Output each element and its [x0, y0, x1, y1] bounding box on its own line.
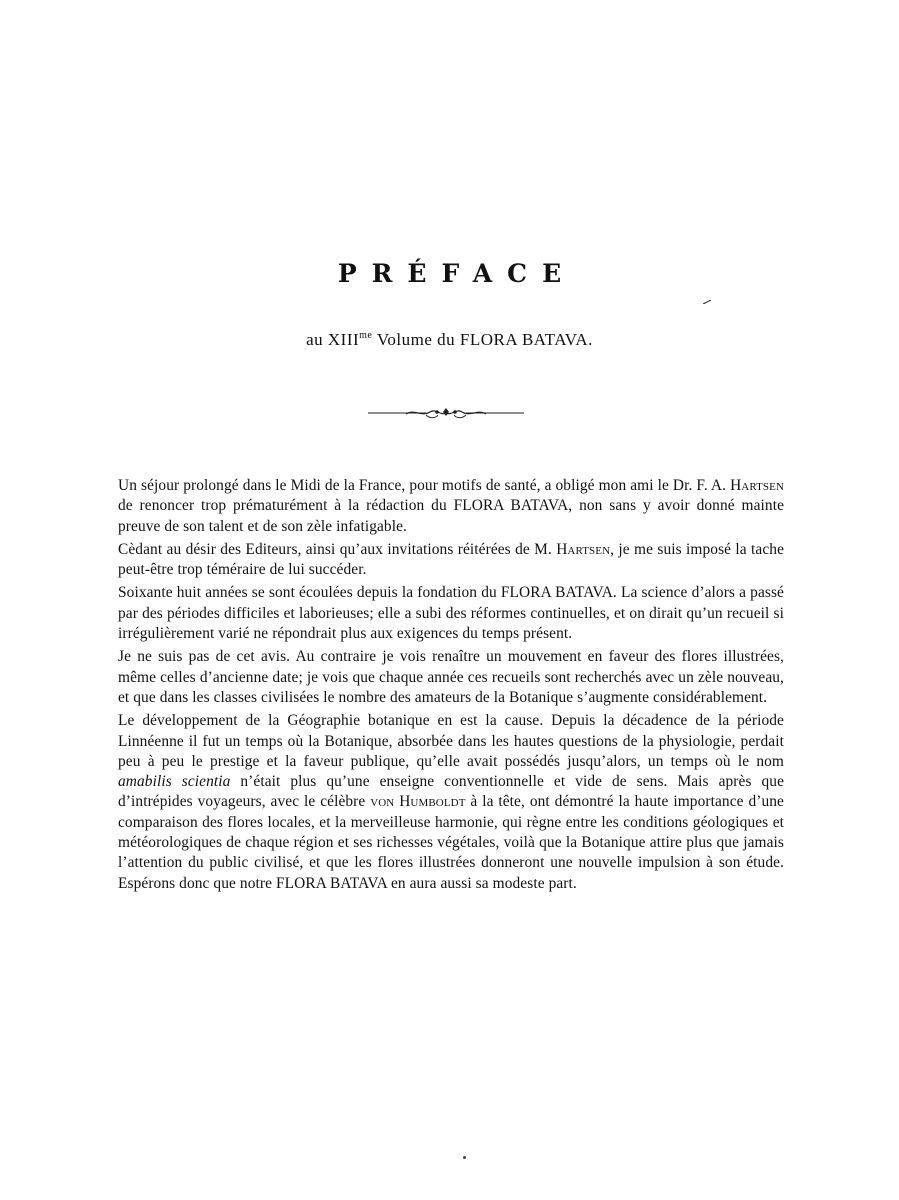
paragraph-2-text-a: Cèdant au désir des Editeurs, ainsi qu’aux invitations réitérées de M. [118, 540, 557, 558]
page-speck [463, 1156, 466, 1159]
paragraph-5-text-b: n’était plus qu’une enseigne conventionnelle et vide de sens. Mais après que d’intrépides voyageurs, avec le célèbre [118, 773, 784, 811]
name-von-humboldt: von Humboldt [370, 793, 466, 811]
ornament-divider-icon [366, 405, 526, 421]
paragraph-2-text-b: , je me suis imposé la tache peut-être trop téméraire de lui succéder. [118, 540, 785, 579]
page-subtitle [0, 323, 899, 353]
paragraph-1-text-a: Un séjour prolongé dans le Midi de la France, pour motifs de santé, a obligé mon ami le Dr. F. A. [118, 477, 731, 494]
subtitle-pre: au XIII [306, 330, 360, 349]
paragraph-1 [118, 476, 784, 537]
preface-body [118, 476, 784, 897]
page-title: PRÉFACE [337, 259, 577, 288]
paragraph-5 [118, 711, 784, 894]
name-hartsen-2: Hartsen [556, 540, 611, 558]
paragraph-2 [118, 540, 784, 581]
subtitle-post: Volume du FLORA BATAVA. [372, 330, 593, 349]
paragraph-5-text-a: Le développement de la Géographie botanique en est la cause. Depuis la décadence de la période Linnéenne il fut un temps où la Botanique, absorbée dans les hautes questions de la physiologie, perdait peu à peu le prestige et la faveur publique, qu’elle avait possédés jusqu’alors, un temps où le nom [118, 712, 784, 770]
paragraph-5-text-c: à la tête, ont démontré la haute importance d’une comparaison des flores locales, et la merveilleuse harmonie, qui règne entre les conditions géologiques et météorologiques de chaque région et ses richesses végétales, voilà que la Botanique attire plus que jamais l’attention du public civilisé, et que les flores illustrées donneront une nouvelle impulsion à son étude. Espérons donc que notre FLORA BATAVA en aura aussi sa modeste part. [118, 793, 784, 892]
stray-ink-mark-icon [703, 300, 711, 304]
subtitle-superscript: me [359, 330, 373, 341]
latin-phrase: amabilis scientia [118, 773, 231, 791]
paragraph-1-text-b: de renoncer trop prématurément à la rédaction du FLORA BATAVA, non sans y avoir donné mainte preuve de son talent et de son zèle infatigable. [118, 497, 784, 535]
paragraph-3: Soixante huit années se sont écoulées depuis la fondation du FLORA BATAVA. La science d’alors a passé par des périodes difficiles et laborieuses; elle a subi des réformes continuelles, et on dirait qu’un recueil si irrégulièrement varié ne répondrait plus aux exigences du temps présent. [118, 584, 784, 643]
name-hartsen: Hartsen [730, 477, 784, 494]
paragraph-4: Je ne suis pas de cet avis. Au contraire je vois renaître un mouvement en faveur des flores illustrées, même celles d’ancienne date; je vois que chaque année ces recueils sont recherchés avec un zèle nouveau, et que dans les classes civilisées le nombre des amateurs de la Botanique s’augmente considérablement. [118, 648, 784, 706]
